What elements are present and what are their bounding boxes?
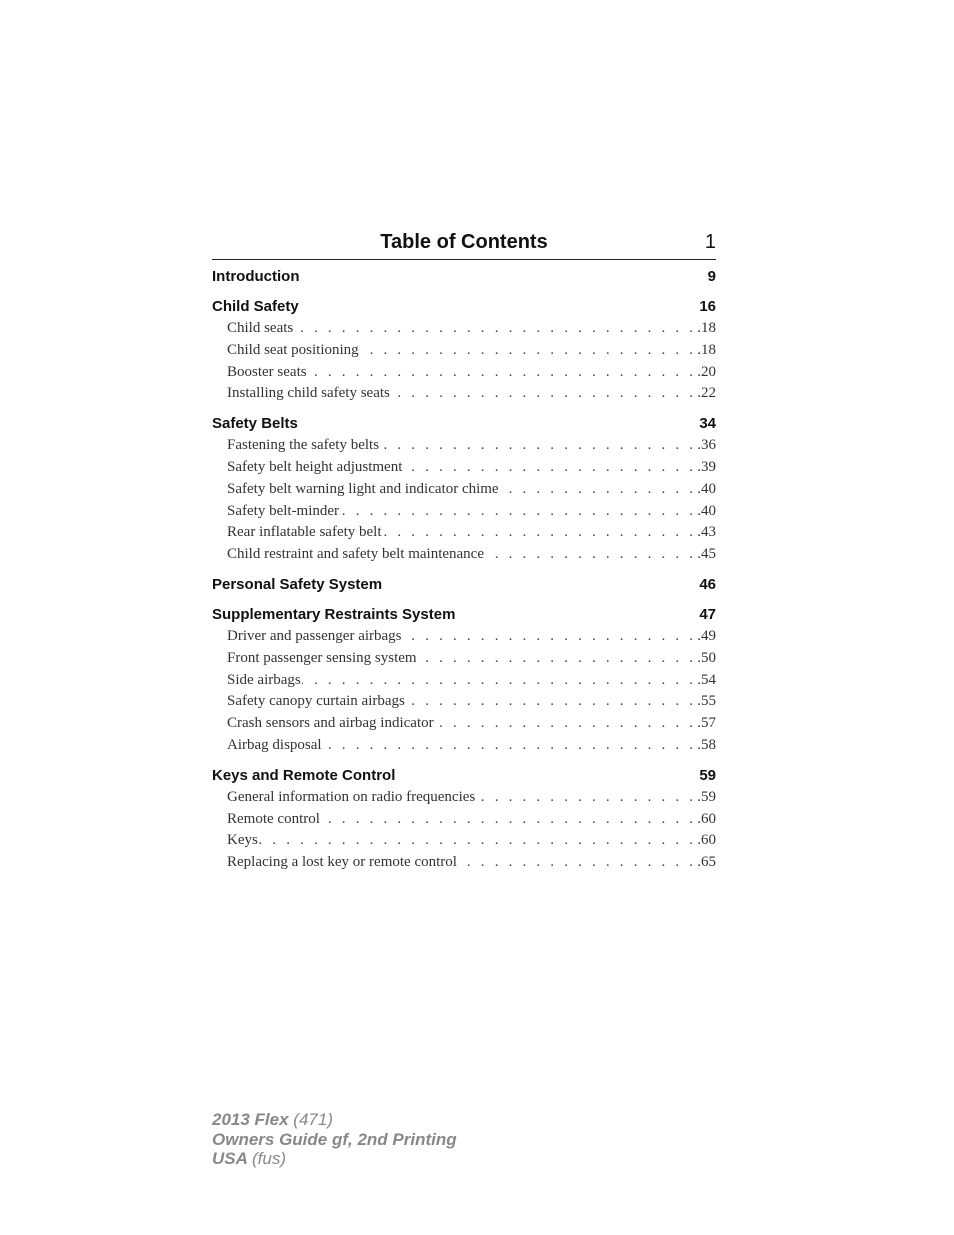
toc-section-heading[interactable] (212, 765, 716, 787)
toc-entry-page: .50 (697, 649, 716, 666)
toc-entry-label: Driver and passenger airbags (227, 627, 402, 644)
toc-entry-label: Child seats (227, 320, 294, 336)
toc-section-heading[interactable] (212, 574, 716, 596)
toc-entry-page: .20 (697, 363, 716, 380)
dot-leader (500, 479, 697, 501)
toc-section-title: Keys and Remote Control (212, 766, 396, 784)
toc-section-page: 16 (699, 298, 716, 315)
toc-section (212, 296, 716, 405)
toc-entry-label: Safety belt-minder (227, 502, 340, 519)
toc-entry-page: .18 (697, 320, 716, 336)
toc-entry[interactable] (212, 435, 716, 457)
toc-entry[interactable] (212, 830, 716, 852)
dot-leader (380, 435, 696, 457)
footer-model-code: (471) (293, 1110, 333, 1129)
toc-section-heading[interactable] (212, 296, 716, 318)
toc-entry-page: .39 (697, 458, 716, 475)
page-number: 1 (704, 231, 716, 253)
dot-leader (302, 670, 697, 692)
toc-section-heading[interactable] (212, 413, 716, 435)
dot-leader (435, 713, 697, 735)
toc-entry-label: Airbag disposal (227, 736, 322, 753)
toc-entry[interactable] (212, 362, 716, 384)
dot-leader (391, 383, 696, 405)
dot-leader (360, 340, 697, 362)
toc-entry-page: .54 (697, 671, 716, 688)
toc-entry-page: .36 (697, 437, 716, 454)
toc-entry-page: .18 (697, 341, 716, 358)
toc-entry-label: Crash sensors and airbag indicator (227, 715, 434, 732)
toc-entry[interactable] (212, 383, 716, 405)
toc-entry-page: .60 (697, 832, 716, 849)
toc-entry-label: Keys (227, 832, 258, 849)
toc-entry[interactable] (212, 691, 716, 713)
dot-leader (458, 852, 696, 874)
footer-line-market (212, 1149, 457, 1169)
toc-section-title: Personal Safety System (212, 575, 383, 593)
dot-leader (321, 809, 696, 831)
toc-entry[interactable] (212, 522, 716, 544)
page-header (212, 229, 716, 260)
toc-section-page: 46 (699, 575, 716, 593)
toc-entry-label: Rear inflatable safety belt (227, 524, 382, 541)
dot-leader (383, 522, 697, 544)
toc-entry[interactable] (212, 479, 716, 501)
dot-leader (294, 318, 696, 340)
toc-entry-page: .43 (697, 524, 716, 541)
toc-section-page: 34 (699, 415, 716, 433)
toc-entry-page: .40 (697, 480, 716, 497)
toc-entry-page: .60 (697, 810, 716, 827)
toc-entry-label: Child restraint and safety belt maintenance (227, 546, 484, 563)
footer-line-guide (212, 1130, 457, 1150)
toc-entry[interactable] (212, 809, 716, 831)
toc-section-heading[interactable] (212, 604, 716, 626)
toc-section (212, 266, 716, 288)
footer-guide: Owners Guide gf, 2nd Printing (212, 1129, 457, 1149)
dot-leader (476, 787, 696, 809)
toc-section-page: 9 (707, 268, 716, 285)
toc-entry-label: Replacing a lost key or remote control (227, 854, 457, 871)
toc-section-page: 59 (699, 766, 716, 784)
footer-line-model (212, 1110, 457, 1130)
toc-section-title: Child Safety (212, 298, 299, 315)
footer (212, 1110, 457, 1169)
toc-entry-label: Front passenger sensing system (227, 649, 417, 666)
toc-entry-page: .22 (697, 385, 716, 402)
toc-entry[interactable] (212, 670, 716, 692)
toc-entry-label: Safety canopy curtain airbags (227, 693, 405, 710)
page-title: Table of Contents (380, 231, 548, 253)
dot-leader (485, 544, 696, 566)
toc-entry-page: .57 (697, 715, 716, 732)
toc-entry[interactable] (212, 787, 716, 809)
footer-market-code: (fus) (252, 1149, 286, 1168)
dot-leader (323, 735, 697, 757)
dot-leader (340, 501, 696, 523)
toc-section (212, 413, 716, 566)
toc-entry[interactable] (212, 626, 716, 648)
toc-section (212, 604, 716, 757)
toc-entry-label: Fastening the safety belts (227, 437, 380, 454)
toc-entry[interactable] (212, 340, 716, 362)
toc-entry-label: Installing child safety seats (227, 385, 390, 402)
toc-entry-label: Remote control (227, 810, 320, 827)
toc-entry[interactable] (212, 735, 716, 757)
dot-leader (406, 691, 696, 713)
dot-leader (308, 362, 697, 384)
toc-entry-page: .49 (697, 627, 716, 644)
dot-leader (403, 626, 697, 648)
footer-model: 2013 Flex (212, 1110, 289, 1129)
table-of-contents (212, 266, 716, 882)
toc-entry-label: Side airbags (227, 671, 301, 688)
toc-entry-label: Safety belt warning light and indicator chime (227, 480, 499, 497)
toc-entry-page: .58 (697, 736, 716, 753)
toc-entry-page: .65 (697, 854, 716, 871)
toc-entry-page: .45 (697, 546, 716, 563)
toc-section-title: Safety Belts (212, 415, 298, 433)
toc-entry-page: .55 (697, 693, 716, 710)
toc-entry[interactable] (212, 318, 716, 340)
dot-leader (403, 457, 696, 479)
toc-entry-label: General information on radio frequencies (227, 788, 476, 805)
toc-entry[interactable] (212, 713, 716, 735)
toc-entry-label: Safety belt height adjustment (227, 458, 403, 475)
toc-entry[interactable] (212, 852, 716, 874)
toc-section-title: Supplementary Restraints System (212, 605, 456, 623)
toc-entry-label: Booster seats (227, 363, 307, 380)
toc-entry[interactable] (212, 457, 716, 479)
toc-entry-page: .59 (697, 788, 716, 805)
dot-leader (418, 648, 697, 670)
toc-entry-page: .40 (697, 502, 716, 519)
toc-section (212, 765, 716, 874)
toc-section-heading[interactable] (212, 266, 716, 288)
toc-entry[interactable] (212, 544, 716, 566)
toc-section (212, 574, 716, 596)
toc-entry[interactable] (212, 501, 716, 523)
footer-market: USA (212, 1149, 248, 1168)
toc-section-title: Introduction (212, 268, 300, 285)
dot-leader (259, 830, 696, 852)
toc-section-page: 47 (699, 605, 716, 623)
toc-entry[interactable] (212, 648, 716, 670)
toc-entry-label: Child seat positioning (227, 341, 359, 358)
